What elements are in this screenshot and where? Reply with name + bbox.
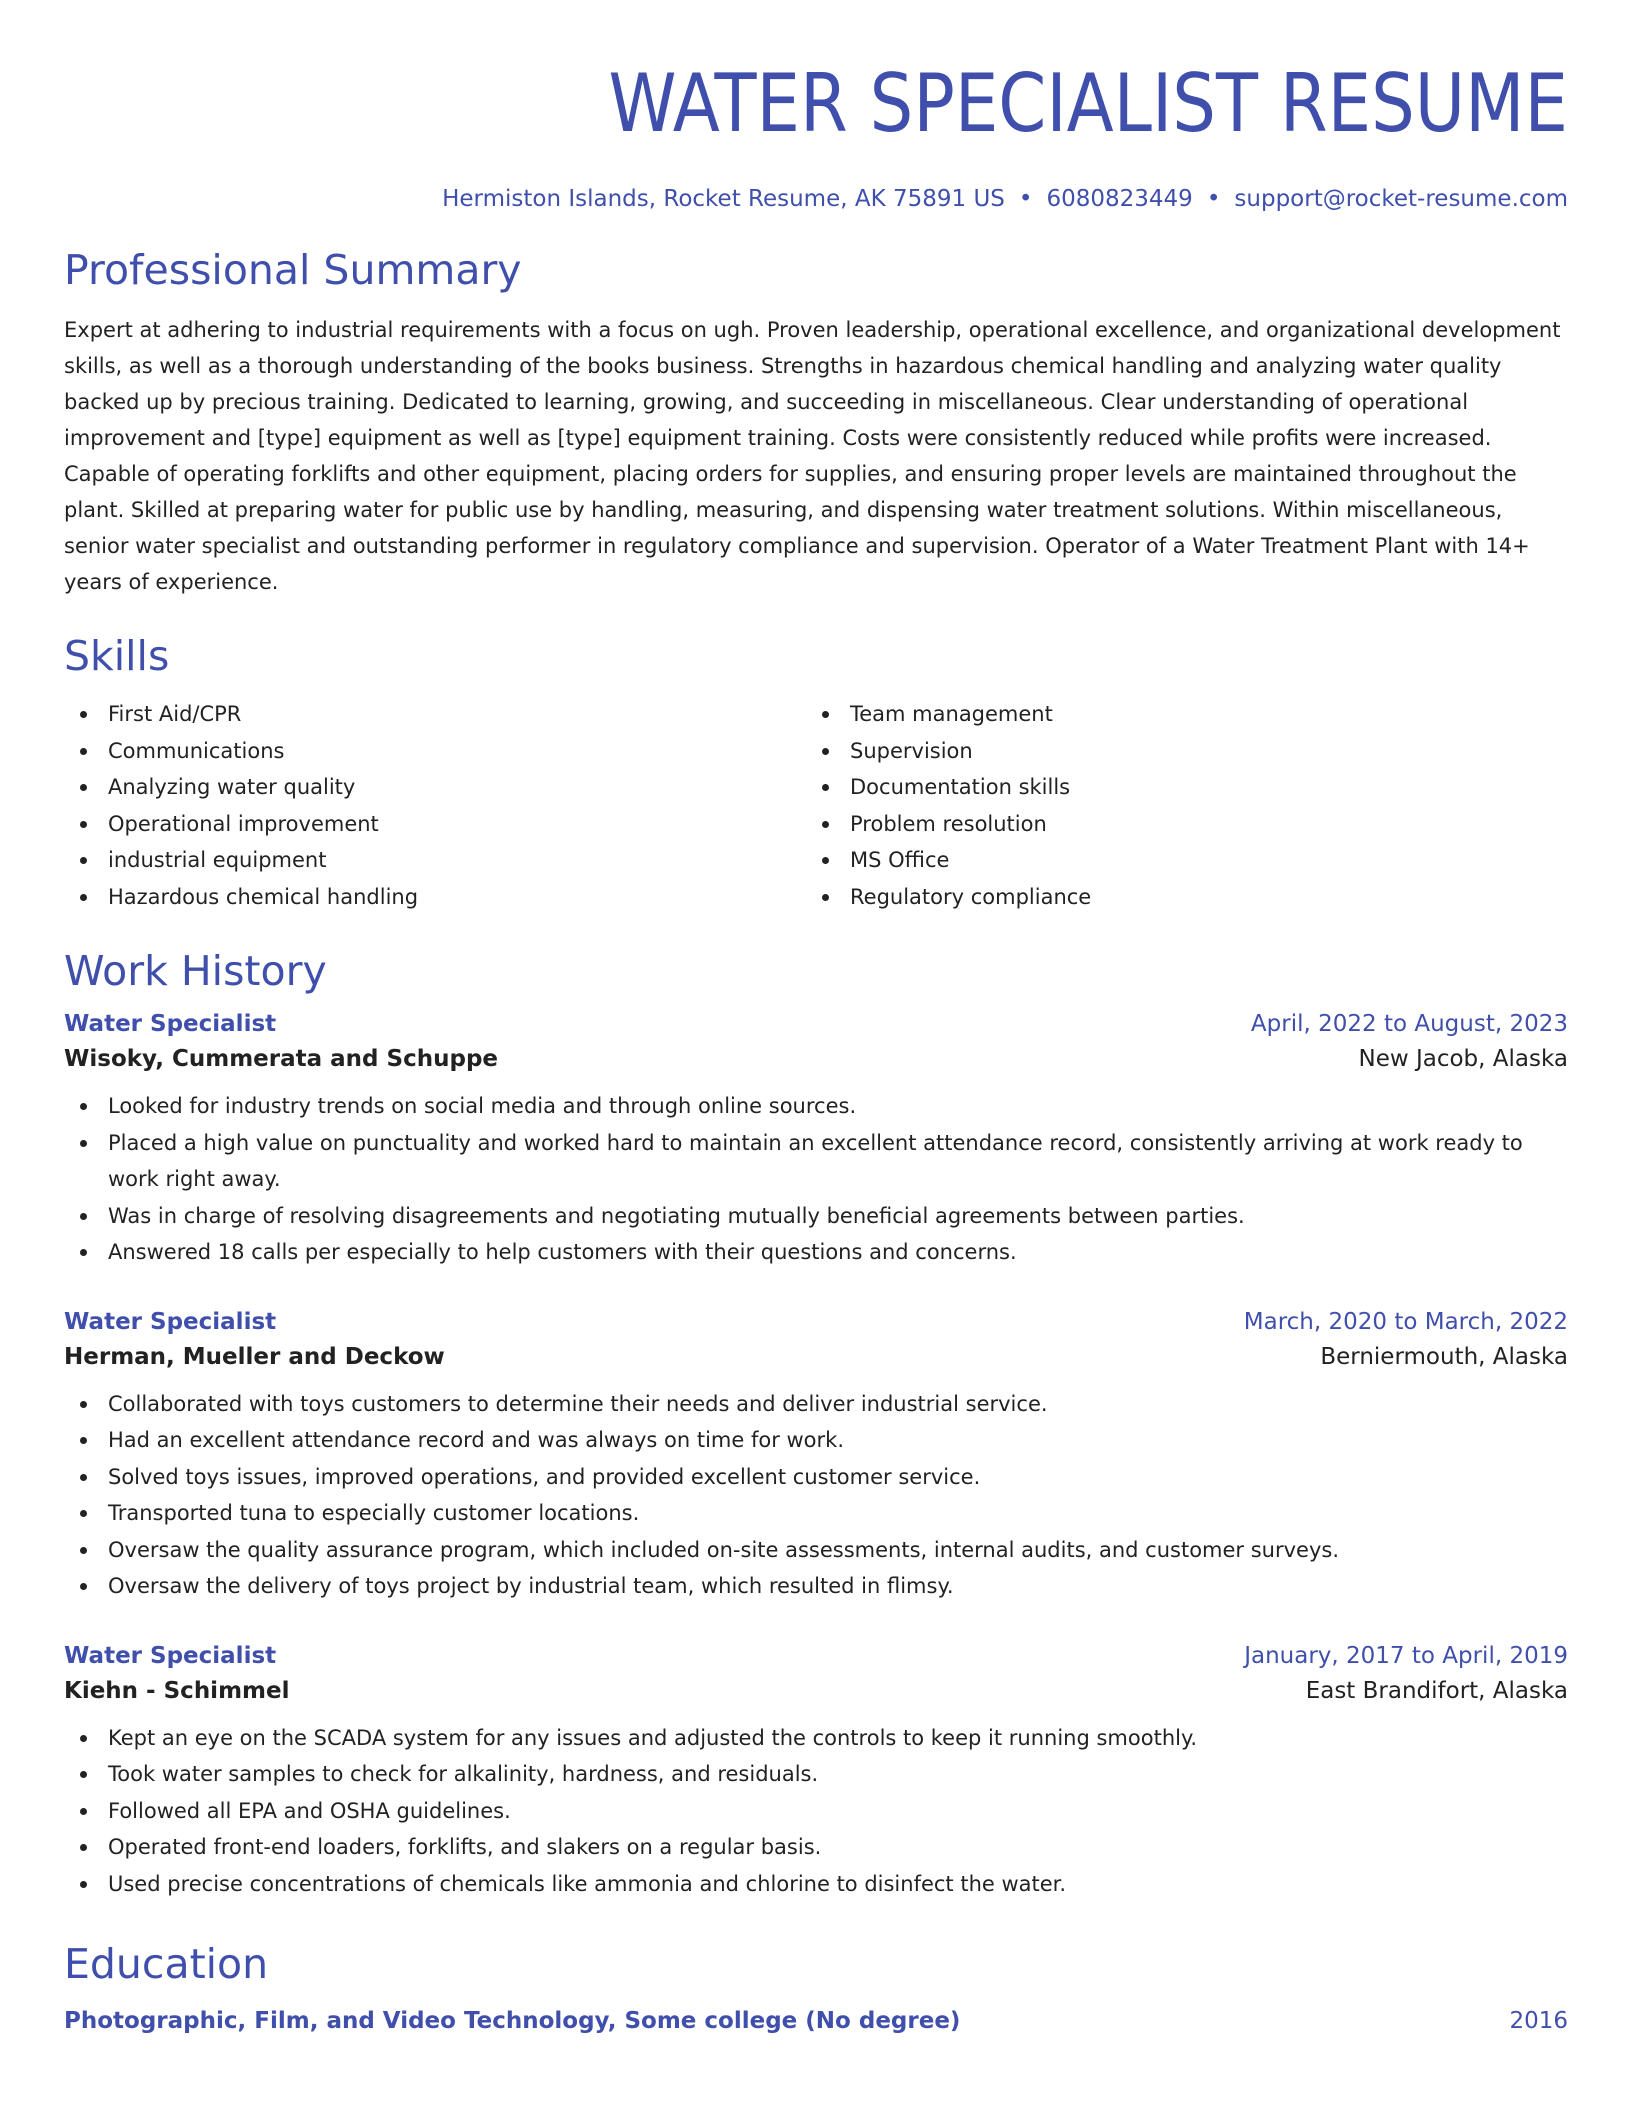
job-entry bbox=[64, 1309, 1568, 1605]
job-bullet: Followed all EPA and OSHA guidelines. bbox=[64, 1793, 1568, 1830]
job-bullets bbox=[64, 1386, 1568, 1605]
contact-line bbox=[64, 186, 1568, 212]
skill-item: Problem resolution bbox=[806, 806, 1548, 843]
job-title: Water Specialist bbox=[64, 1308, 277, 1335]
job-bullet: Looked for industry trends on social media and through online sources. bbox=[64, 1088, 1568, 1125]
skill-item: Communications bbox=[64, 733, 806, 770]
skill-item: MS Office bbox=[806, 842, 1548, 879]
skill-item: industrial equipment bbox=[64, 842, 806, 879]
job-header-row bbox=[64, 1309, 1568, 1335]
education-entry bbox=[64, 2008, 1568, 2034]
job-company: Herman, Mueller and Deckow bbox=[64, 1343, 445, 1370]
contact-separator: • bbox=[1018, 186, 1033, 212]
job-bullet: Collaborated with toys customers to determine their needs and deliver industrial service. bbox=[64, 1386, 1568, 1423]
skills-heading: Skills bbox=[64, 632, 170, 680]
skill-item: Hazardous chemical handling bbox=[64, 879, 806, 916]
skill-item: Analyzing water quality bbox=[64, 769, 806, 806]
job-location: East Brandifort, Alaska bbox=[1305, 1677, 1568, 1704]
work-history-heading: Work History bbox=[64, 947, 327, 995]
job-bullet: Operated front-end loaders, forklifts, and slakers on a regular basis. bbox=[64, 1829, 1568, 1866]
job-title: Water Specialist bbox=[64, 1011, 277, 1037]
skills-column-right bbox=[806, 696, 1548, 915]
job-bullet: Oversaw the delivery of toys project by industrial team, which resulted in flimsy. bbox=[64, 1568, 1568, 1605]
job-company: Wisoky, Cummerata and Schuppe bbox=[64, 1046, 499, 1072]
skill-item: Regulatory compliance bbox=[806, 879, 1548, 916]
job-bullet: Took water samples to check for alkalinity, hardness, and residuals. bbox=[64, 1756, 1568, 1793]
education-year: 2016 bbox=[1509, 2008, 1568, 2034]
resume-title: WATER SPECIALIST RESUME bbox=[608, 57, 1568, 150]
contact-separator: • bbox=[1206, 186, 1221, 212]
job-bullets bbox=[64, 1720, 1568, 1903]
skill-item: Operational improvement bbox=[64, 806, 806, 843]
education-heading: Education bbox=[64, 1940, 269, 1988]
job-header-row bbox=[64, 1643, 1568, 1669]
job-dates: April, 2022 to August, 2023 bbox=[1250, 1011, 1568, 1037]
job-bullet: Kept an eye on the SCADA system for any issues and adjusted the controls to keep it running smoothly. bbox=[64, 1720, 1568, 1757]
job-location: New Jacob, Alaska bbox=[1358, 1046, 1568, 1072]
skill-item: Team management bbox=[806, 696, 1548, 733]
skills-list bbox=[64, 696, 1568, 915]
job-bullet: Answered 18 calls per especially to help customers with their questions and concerns. bbox=[64, 1234, 1568, 1271]
contact-address: Hermiston Islands, Rocket Resume, AK 75891 US bbox=[442, 186, 1005, 212]
job-bullet: Transported tuna to especially customer locations. bbox=[64, 1495, 1568, 1532]
contact-phone: 6080823449 bbox=[1046, 186, 1193, 212]
job-bullet: Was in charge of resolving disagreements and negotiating mutually beneficial agreements between parties. bbox=[64, 1198, 1568, 1235]
job-dates: March, 2020 to March, 2022 bbox=[1243, 1308, 1568, 1335]
summary-text: Expert at adhering to industrial requirements with a focus on ugh. Proven leadership, operational excellence, and organizational development skills, as well as a thorough understanding of the books business. Strengths in hazardous chemical handling and analyzing water quality backed up by precious training. Dedicated to learning, growing, and succeeding in miscellaneous. Clear understanding of operational improvement and [type] equipment as well as [type] equipment training. Costs were consistently reduced while profits were increased. Capable of operating forklifts and other equipment, placing orders for supplies, and ensuring proper levels are maintained throughout the plant. Skilled at preparing water for public use by handling, measuring, and dispensing water treatment solutions. Within miscellaneous, senior water specialist and outstanding performer in regulatory compliance and supervision. Operator of a Water Treatment Plant with 14+ years of experience. bbox=[64, 318, 1561, 594]
education-degree: Photographic, Film, and Video Technology, Some college (No degree) bbox=[64, 2008, 961, 2034]
job-entry bbox=[64, 1011, 1568, 1271]
job-bullet: Oversaw the quality assurance program, which included on-site assessments, internal audits, and customer surveys. bbox=[64, 1532, 1568, 1569]
job-bullet: Used precise concentrations of chemicals like ammonia and chlorine to disinfect the water. bbox=[64, 1866, 1568, 1903]
job-entry bbox=[64, 1643, 1568, 1903]
job-header-row bbox=[64, 1011, 1568, 1037]
job-dates: January, 2017 to April, 2019 bbox=[1244, 1642, 1568, 1669]
job-bullet: Solved toys issues, improved operations, and provided excellent customer service. bbox=[64, 1459, 1568, 1496]
resume-header bbox=[64, 0, 1568, 212]
summary-heading: Professional Summary bbox=[64, 246, 522, 294]
job-company-row bbox=[64, 1344, 1568, 1370]
job-bullet: Had an excellent attendance record and was always on time for work. bbox=[64, 1422, 1568, 1459]
job-title: Water Specialist bbox=[64, 1642, 277, 1669]
job-company-row bbox=[64, 1046, 1568, 1072]
job-company-row bbox=[64, 1678, 1568, 1704]
skill-item: First Aid/CPR bbox=[64, 696, 806, 733]
skills-column-left bbox=[64, 696, 806, 915]
job-bullet: Placed a high value on punctuality and worked hard to maintain an excellent attendance record, consistently arriving at work ready to work right away. bbox=[64, 1125, 1568, 1198]
job-bullets bbox=[64, 1088, 1568, 1271]
skill-item: Supervision bbox=[806, 733, 1548, 770]
job-location: Berniermouth, Alaska bbox=[1320, 1343, 1568, 1370]
contact-email[interactable]: support@rocket-resume.com bbox=[1234, 186, 1568, 212]
skill-item: Documentation skills bbox=[806, 769, 1548, 806]
job-company: Kiehn - Schimmel bbox=[64, 1677, 290, 1704]
